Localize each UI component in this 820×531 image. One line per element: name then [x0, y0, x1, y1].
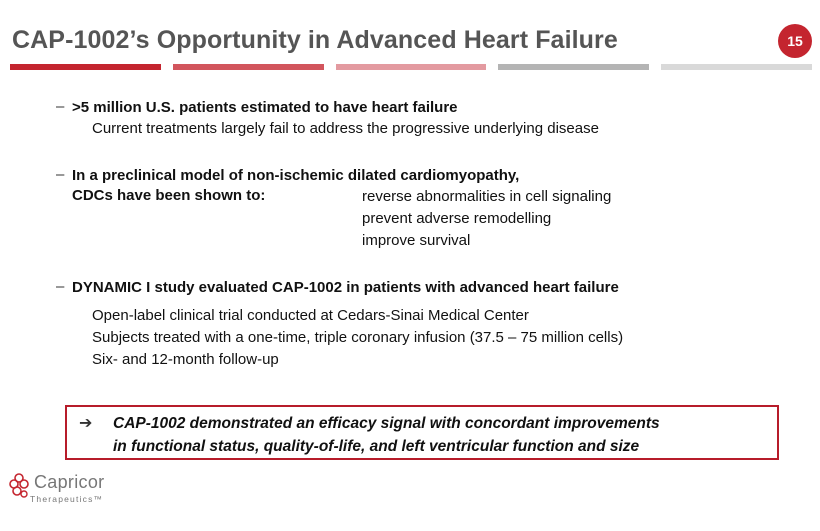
divider-segment	[498, 64, 649, 70]
list-item: prevent adverse remodelling	[362, 210, 552, 227]
list-item: improve survival	[362, 232, 471, 249]
bullet-lead-line2: CDCs have been shown to:	[72, 187, 266, 204]
title-divider	[10, 64, 812, 70]
callout-line: in functional status, quality-of-life, and left ventricular function and size	[113, 438, 640, 455]
arrow-right-icon: ➔	[79, 415, 93, 432]
list-item: Open-label clinical trial conducted at Cedars-Sinai Medical Center	[92, 307, 529, 324]
bullet-lead: >5 million U.S. patients estimated to have heart failure	[72, 99, 458, 116]
bullet-preclinical-model	[56, 166, 772, 252]
bullet-dash: –	[56, 166, 65, 183]
divider-segment	[173, 64, 324, 70]
list-item: reverse abnormalities in cell signaling	[362, 188, 612, 205]
divider-segment	[336, 64, 487, 70]
list-item: Subjects treated with a one-time, triple coronary infusion (37.5 – 75 million cells)	[92, 329, 624, 346]
divider-segment	[10, 64, 161, 70]
list-item: Six- and 12-month follow-up	[92, 351, 279, 368]
bullet-sub: Current treatments largely fail to address the progressive underlying disease	[92, 120, 599, 137]
bullet-dash: –	[56, 98, 65, 115]
logo-subtitle: Therapeutics™	[30, 494, 104, 504]
divider-segment	[661, 64, 812, 70]
bullet-heart-failure-population	[56, 98, 599, 140]
bullet-lead: In a preclinical model of non-ischemic dilated cardiomyopathy,	[72, 167, 520, 184]
logo-mark-icon	[6, 470, 32, 500]
logo-name: Capricor	[34, 472, 105, 492]
bullet-dash: –	[56, 278, 65, 295]
slide-title: CAP-1002’s Opportunity in Advanced Heart Failure	[12, 26, 618, 54]
key-takeaway-callout	[65, 405, 779, 460]
company-logo	[6, 470, 126, 520]
callout-line: CAP-1002 demonstrated an efficacy signal with concordant improvements	[113, 415, 660, 432]
bullet-dynamic-study	[56, 278, 623, 371]
bullet-lead: DYNAMIC I study evaluated CAP-1002 in patients with advanced heart failure	[72, 279, 619, 296]
page-number-badge: 15	[778, 24, 812, 58]
cdc-effects-list	[362, 186, 611, 252]
